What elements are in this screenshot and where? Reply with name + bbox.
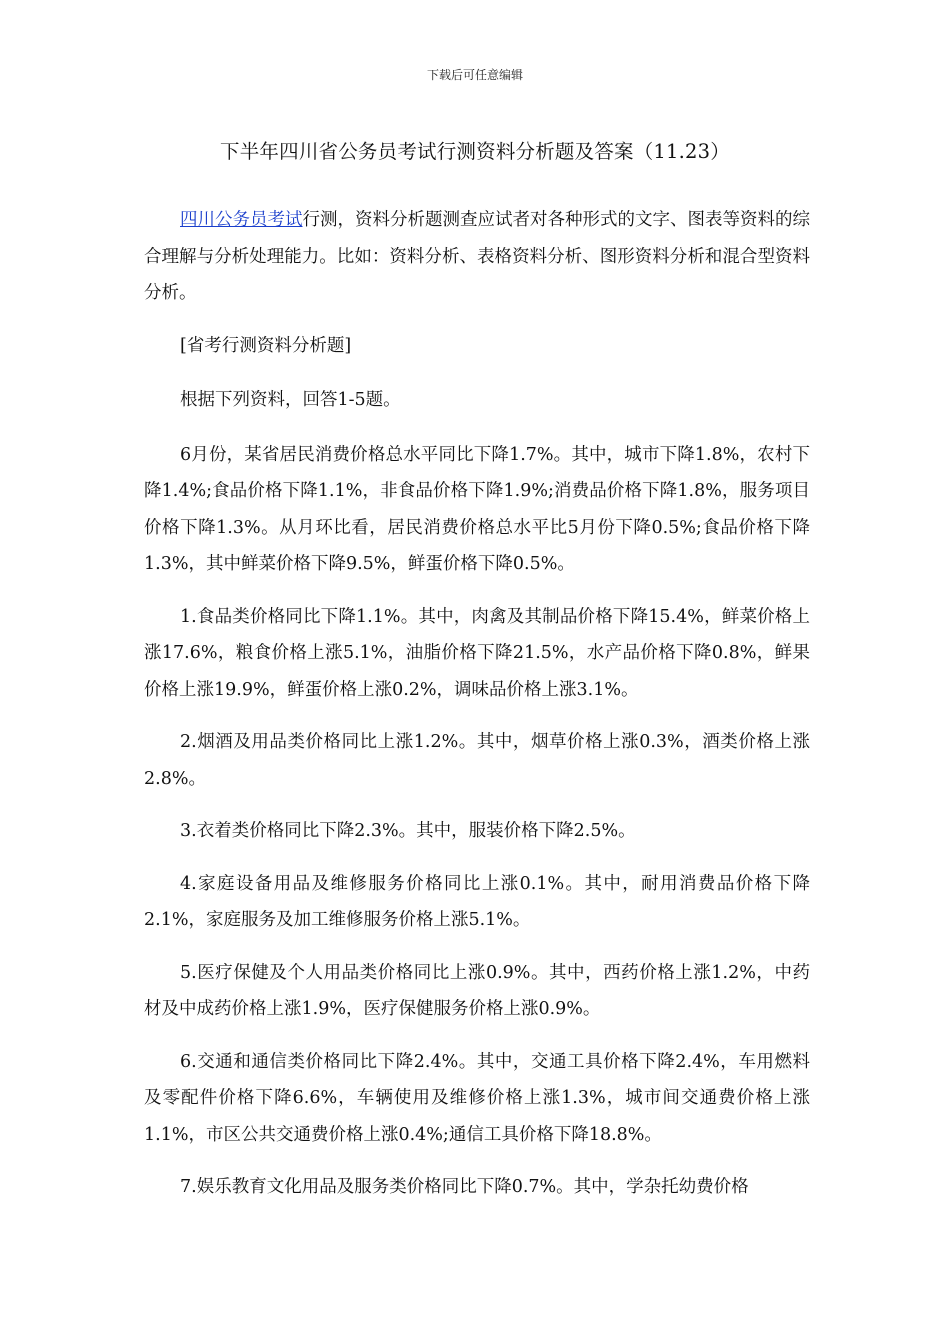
paragraph-item-7: 7.娱乐教育文化用品及服务类价格同比下降0.7%。其中，学杂托幼费价格 bbox=[180, 1177, 749, 1197]
document-body bbox=[144, 202, 810, 1222]
paragraph-item-6: 6.交通和通信类价格同比下降2.4%。其中，交通工具价格下降2.4%，车用燃料及零配件价格下降6.6%，车辆使用及维修价格上涨1.3%，城市间交通费价格上涨1.1%，市区公共交通费价格上涨0.4%;通信工具价格下降18.8%。 bbox=[144, 1051, 810, 1145]
exam-link[interactable]: 四川公务员考试 bbox=[180, 210, 303, 230]
paragraph-item-1: 1.食品类价格同比下降1.1%。其中，肉禽及其制品价格下降15.4%，鲜菜价格上涨17.6%，粮食价格上涨5.1%，油脂价格下降21.5%，水产品价格下降0.8%，鲜果价格上涨19.9%，鲜蛋价格上涨0.2%，调味品价格上涨3.1%。 bbox=[144, 606, 810, 700]
paragraph-item-3: 3.衣着类价格同比下降2.3%。其中，服装价格下降2.5%。 bbox=[180, 821, 636, 841]
section-label: [省考行测资料分析题] bbox=[180, 335, 352, 356]
intro-paragraph bbox=[144, 202, 810, 312]
paragraph-item-4: 4.家庭设备用品及维修服务价格同比上涨0.1%。其中，耐用消费品价格下降2.1%，家庭服务及加工维修服务价格上涨5.1%。 bbox=[144, 873, 810, 930]
paragraph-summary: 6月份，某省居民消费价格总水平同比下降1.7%。其中，城市下降1.8%，农村下降1.4%;食品价格下降1.1%，非食品价格下降1.9%;消费品价格下降1.8%，服务项目价格下降1.3%。从月环比看，居民消费价格总水平比5月份下降0.5%;食品价格下降1.3%，其中鲜菜价格下降9.5%，鲜蛋价格下降0.5%。 bbox=[144, 444, 810, 574]
instruction: 根据下列资料，回答1-5题。 bbox=[180, 390, 401, 410]
document-title: 下半年四川省公务员考试行测资料分析题及答案（11.23） bbox=[220, 140, 730, 163]
paragraph-item-2: 2.烟酒及用品类价格同比上涨1.2%。其中，烟草价格上涨0.3%，酒类价格上涨2.8%。 bbox=[144, 732, 810, 789]
intro-text: 行测，资料分析题测查应试者对各种形式的文字、图表等资料的综合理解与分析处理能力。比如：资料分析、表格资料分析、图形资料分析和混合型资料分析。 bbox=[144, 210, 810, 303]
header-note: 下载后可任意编辑 bbox=[426, 68, 523, 82]
paragraph-item-5: 5.医疗保健及个人用品类价格同比上涨0.9%。其中，西药价格上涨1.2%，中药材及中成药价格上涨1.9%，医疗保健服务价格上涨0.9%。 bbox=[144, 962, 810, 1019]
